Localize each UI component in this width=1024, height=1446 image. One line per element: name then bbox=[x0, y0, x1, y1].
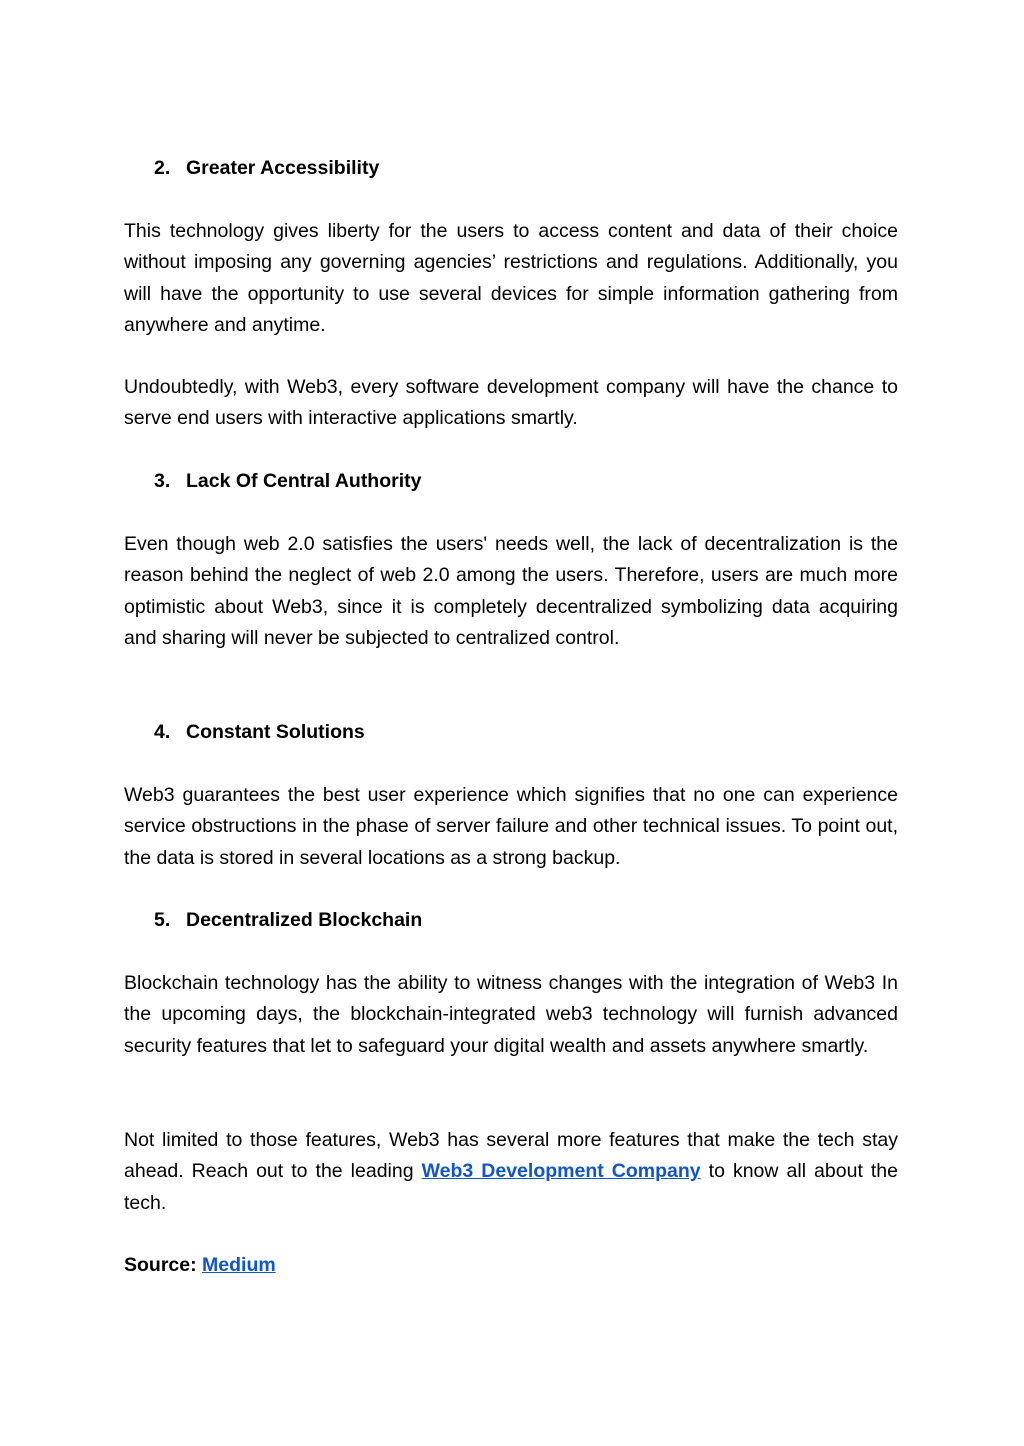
section-heading-greater-accessibility bbox=[154, 153, 379, 184]
section-heading-decentralized-blockchain bbox=[154, 905, 422, 936]
section-heading-lack-of-central-authority bbox=[154, 466, 421, 497]
closing-text-after: to know all about the tech. bbox=[124, 1160, 899, 1214]
section-number: 3. bbox=[154, 470, 171, 492]
section-title: Greater Accessibility bbox=[186, 157, 380, 179]
section-heading-constant-solutions bbox=[154, 717, 365, 748]
source-label: Source: bbox=[124, 1254, 197, 1276]
section-number: 4. bbox=[154, 721, 171, 743]
section-title: Decentralized Blockchain bbox=[186, 909, 423, 931]
paragraph: Blockchain technology has the ability to witness changes with the integration of Web3 In the upcoming days, the blockchain-integrated web3 technology will furnish advanced security features that let to safeguard your digital wealth and assets anywhere smartly. bbox=[124, 972, 898, 1057]
section-title: Constant Solutions bbox=[186, 721, 365, 743]
closing-text-before: Not limited to those features, Web3 has several more features that make the tech stay ahead. Reach out to the leading bbox=[124, 1129, 898, 1183]
section-number: 2. bbox=[154, 157, 171, 179]
web3-development-company-link[interactable]: Web3 Development Company bbox=[421, 1160, 701, 1183]
closing-paragraph bbox=[124, 1125, 898, 1219]
paragraph: Undoubtedly, with Web3, every software development company will have the chance to serve end users with interactive applications smartly. bbox=[124, 376, 898, 430]
section-title: Lack Of Central Authority bbox=[186, 470, 422, 492]
paragraph: Even though web 2.0 satisfies the users' needs well, the lack of decentralization is the reason behind the neglect of web 2.0 among the users. Therefore, users are much more optimistic about Web3, since it is completely decentralized symbolizing data acquiring and sharing will never be subjected to centralized control. bbox=[124, 533, 898, 649]
paragraph: This technology gives liberty for the users to access content and data of their choice without imposing any governing agencies’ restrictions and regulations. Additionally, you will have the opportunity to use several devices for simple information gathering from anywhere and anytime. bbox=[124, 220, 898, 336]
source-line bbox=[124, 1250, 898, 1281]
medium-link[interactable]: Medium bbox=[202, 1254, 276, 1276]
section-number: 5. bbox=[154, 909, 171, 931]
paragraph: Web3 guarantees the best user experience which signifies that no one can experience service obstructions in the phase of server failure and other technical issues. To point out, the data is stored in several locations as a strong backup. bbox=[124, 784, 898, 869]
